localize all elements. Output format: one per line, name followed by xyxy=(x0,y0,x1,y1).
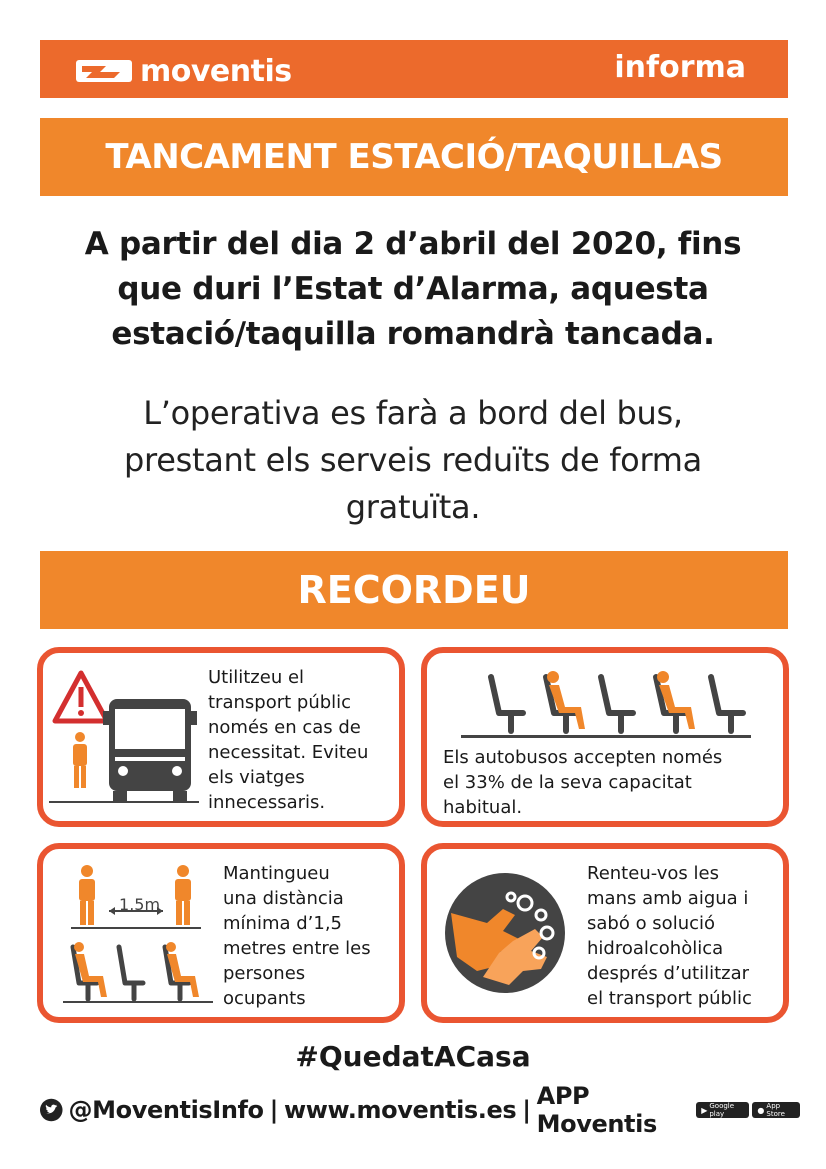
play-icon: ▶ xyxy=(701,1105,708,1115)
notice-line: que duri l’Estat d’Alarma, aquesta xyxy=(117,271,709,307)
card-line: mans amb aigua i xyxy=(587,888,749,909)
card-line: el 33% de la seva capacitat xyxy=(443,772,692,793)
app-store-badge[interactable] xyxy=(752,1102,800,1118)
card-text xyxy=(443,745,722,820)
notice-line: estació/taquilla romandrà tancada. xyxy=(111,316,715,352)
google-play-label: Google play xyxy=(709,1102,735,1118)
card-line: transport públic xyxy=(208,692,352,713)
seats-icon xyxy=(461,669,751,741)
distance-icon xyxy=(57,861,217,1011)
card-line: persones xyxy=(223,963,306,984)
informa-label: informa xyxy=(614,50,746,85)
operation-notice xyxy=(30,390,796,531)
card-line: després d’utilitzar xyxy=(587,963,750,984)
card-text xyxy=(208,665,368,815)
card-line: metres entre les xyxy=(223,938,371,959)
card-line: hidroalcohòlica xyxy=(587,938,724,959)
page-title: TANCAMENT ESTACIÓ/TAQUILLAS xyxy=(40,118,788,196)
card-line: habitual. xyxy=(443,797,523,818)
app-store-label: App Store xyxy=(766,1102,785,1118)
card-hand-wash xyxy=(421,843,789,1023)
app-name: APP Moventis xyxy=(536,1082,657,1138)
closure-notice xyxy=(30,222,796,357)
operation-line: L’operativa es farà a bord del bus, xyxy=(143,394,683,432)
card-essential-travel xyxy=(37,647,405,827)
website-link[interactable]: www.moventis.es xyxy=(284,1096,517,1124)
card-line: una distància xyxy=(223,888,344,909)
distance-label: 1,5m xyxy=(119,895,161,914)
brand-name: moventis xyxy=(140,53,292,89)
card-line: el transport públic xyxy=(587,988,752,1009)
card-text xyxy=(587,861,752,1011)
notice-line: A partir del dia 2 d’abril del 2020, fins xyxy=(84,226,742,262)
footer-separator: | xyxy=(269,1096,279,1124)
moventis-logo-icon xyxy=(76,58,132,84)
hashtag: #QuedatACasa xyxy=(295,1040,531,1073)
card-line: sabó o solució xyxy=(587,913,716,934)
twitter-icon[interactable] xyxy=(40,1097,63,1123)
card-line: Els autobusos accepten només xyxy=(443,747,723,768)
card-distance xyxy=(37,843,405,1023)
twitter-handle[interactable]: @MoventisInfo xyxy=(68,1096,264,1124)
card-bus-capacity xyxy=(421,647,789,827)
card-line: els viatges xyxy=(208,767,305,788)
hand-wash-icon xyxy=(443,871,567,995)
card-line: mínima d’1,5 xyxy=(223,913,343,934)
card-line: Utilitzeu el xyxy=(208,667,305,688)
card-line: Mantingueu xyxy=(223,863,330,884)
moventis-logo xyxy=(76,53,292,89)
card-line: només en cas de xyxy=(208,717,361,738)
footer-separator: | xyxy=(522,1096,531,1124)
card-line: necessitat. Eviteu xyxy=(208,742,369,763)
apple-icon: ● xyxy=(757,1105,765,1115)
operation-line: prestant els serveis reduïts de forma xyxy=(124,441,702,479)
reminder-heading: RECORDEU xyxy=(40,551,788,629)
operation-line: gratuïta. xyxy=(345,488,481,526)
google-play-badge[interactable] xyxy=(696,1102,749,1118)
card-line: innecessaris. xyxy=(208,792,326,813)
card-line: Renteu-vos les xyxy=(587,863,719,884)
card-line: ocupants xyxy=(223,988,306,1009)
bus-warning-icon xyxy=(49,667,199,807)
footer xyxy=(40,1082,800,1138)
card-text xyxy=(223,861,371,1011)
